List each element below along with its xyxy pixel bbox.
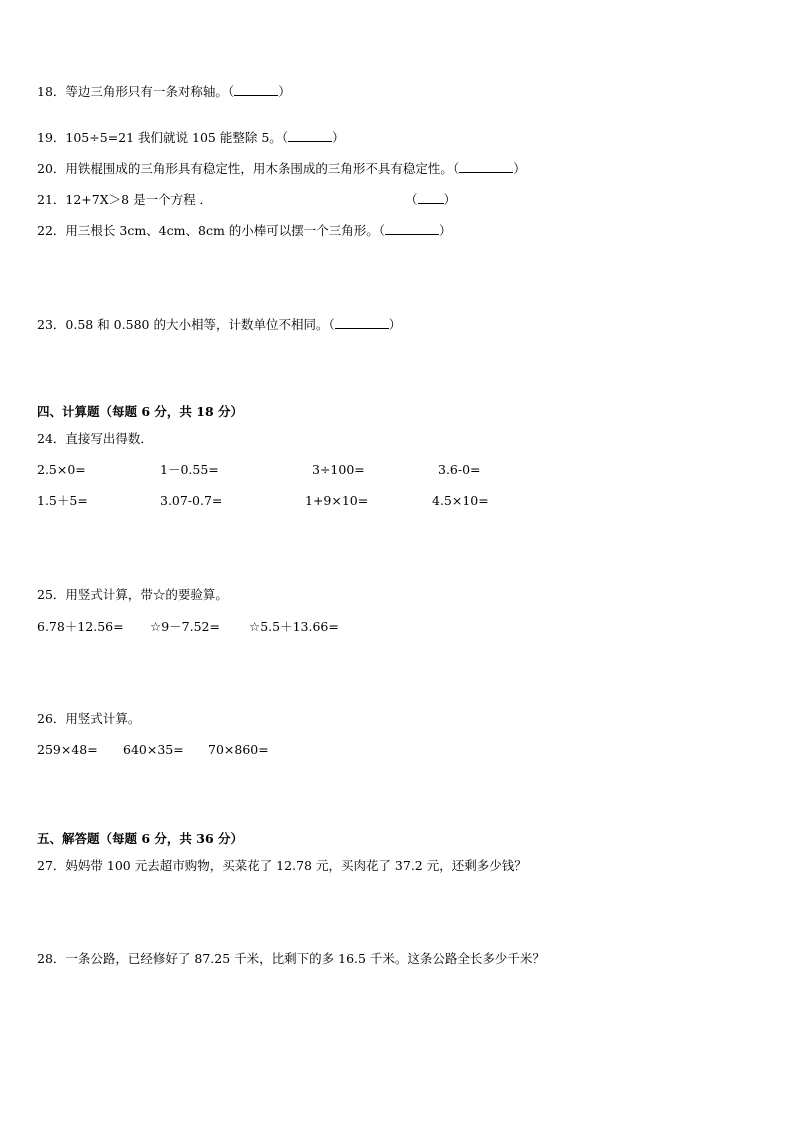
calc-item: ☆5.5＋13.66= [249,619,339,634]
answer-blank[interactable] [459,161,513,173]
open-paren: （ [405,192,418,207]
calc-item: 3÷100= [312,462,365,477]
answer-blank[interactable] [288,130,332,142]
calc-item: ☆9－7.52= [150,619,220,634]
question-18-text: 18．等边三角形只有一条对称轴。 [37,84,228,99]
question-27: 27．妈妈带 100 元去超市购物，买菜花了 12.78 元，买肉花了 37.2 元，还剩多少钱？ [37,858,527,873]
question-23-text: 23．0.58 和 0.580 的大小相等，计数单位不相同。 [37,317,329,332]
close-paren: ） [439,223,452,238]
calc-item: 3.6-0= [438,462,481,477]
question-22 [37,223,452,239]
open-paren: （ [378,223,386,238]
calc-item: 6.78＋12.56= [37,619,124,634]
question-19 [37,130,345,146]
question-18 [37,84,291,100]
close-paren: ） [278,84,291,99]
close-paren: ） [388,317,402,332]
calc-item: 1.5＋5= [37,493,88,508]
open-paren: （ [452,161,460,176]
open-paren: （ [281,130,289,145]
question-19-text: 19．105÷5=21 我们就说 105 能整除 5。 [37,130,282,145]
calc-item: 1－0.55= [160,462,219,477]
calc-item: 2.5×0= [37,462,86,477]
calc-item: 640×35= [123,742,184,757]
answer-blank[interactable] [418,192,444,204]
question-22-text: 22．用三根长 3cm、4cm、8cm 的小棒可以摆一个三角形。 [37,223,379,238]
question-20-text: 20．用铁棍围成的三角形具有稳定性，用木条围成的三角形不具有稳定性。 [37,161,453,176]
calc-item: 1+9×10= [305,493,369,508]
section-4-heading: 四、计算题（每题 6 分，共 18 分） [37,404,244,419]
section-5-heading: 五、解答题（每题 6 分，共 36 分） [37,831,244,846]
question-21-answer [405,192,456,208]
question-20 [37,161,526,177]
question-21-text: 21．12+7X＞8 是一个方程 ． [37,192,213,207]
close-paren: ） [332,130,345,145]
calc-item: 3.07-0.7= [160,493,223,508]
question-26: 26．用竖式计算。 [37,711,141,726]
calc-item: 4.5×10= [432,493,489,508]
question-23 [37,317,401,333]
answer-blank[interactable] [234,84,278,96]
question-25: 25．用竖式计算，带☆的要验算。 [37,587,228,602]
calc-item: 70×860= [208,742,269,757]
answer-blank[interactable] [335,317,389,329]
answer-blank[interactable] [385,223,439,235]
open-paren: （ [227,84,235,99]
close-paren: ） [513,161,526,176]
question-28: 28．一条公路，已经修好了 87.25 千米，比剩下的多 16.5 千米。这条公路全长多少千米？ [37,951,545,966]
question-24: 24．直接写出得数． [37,431,153,446]
calc-item: 259×48= [37,742,98,757]
close-paren: ） [443,192,457,207]
open-paren: （ [328,317,335,332]
question-21 [37,192,212,208]
